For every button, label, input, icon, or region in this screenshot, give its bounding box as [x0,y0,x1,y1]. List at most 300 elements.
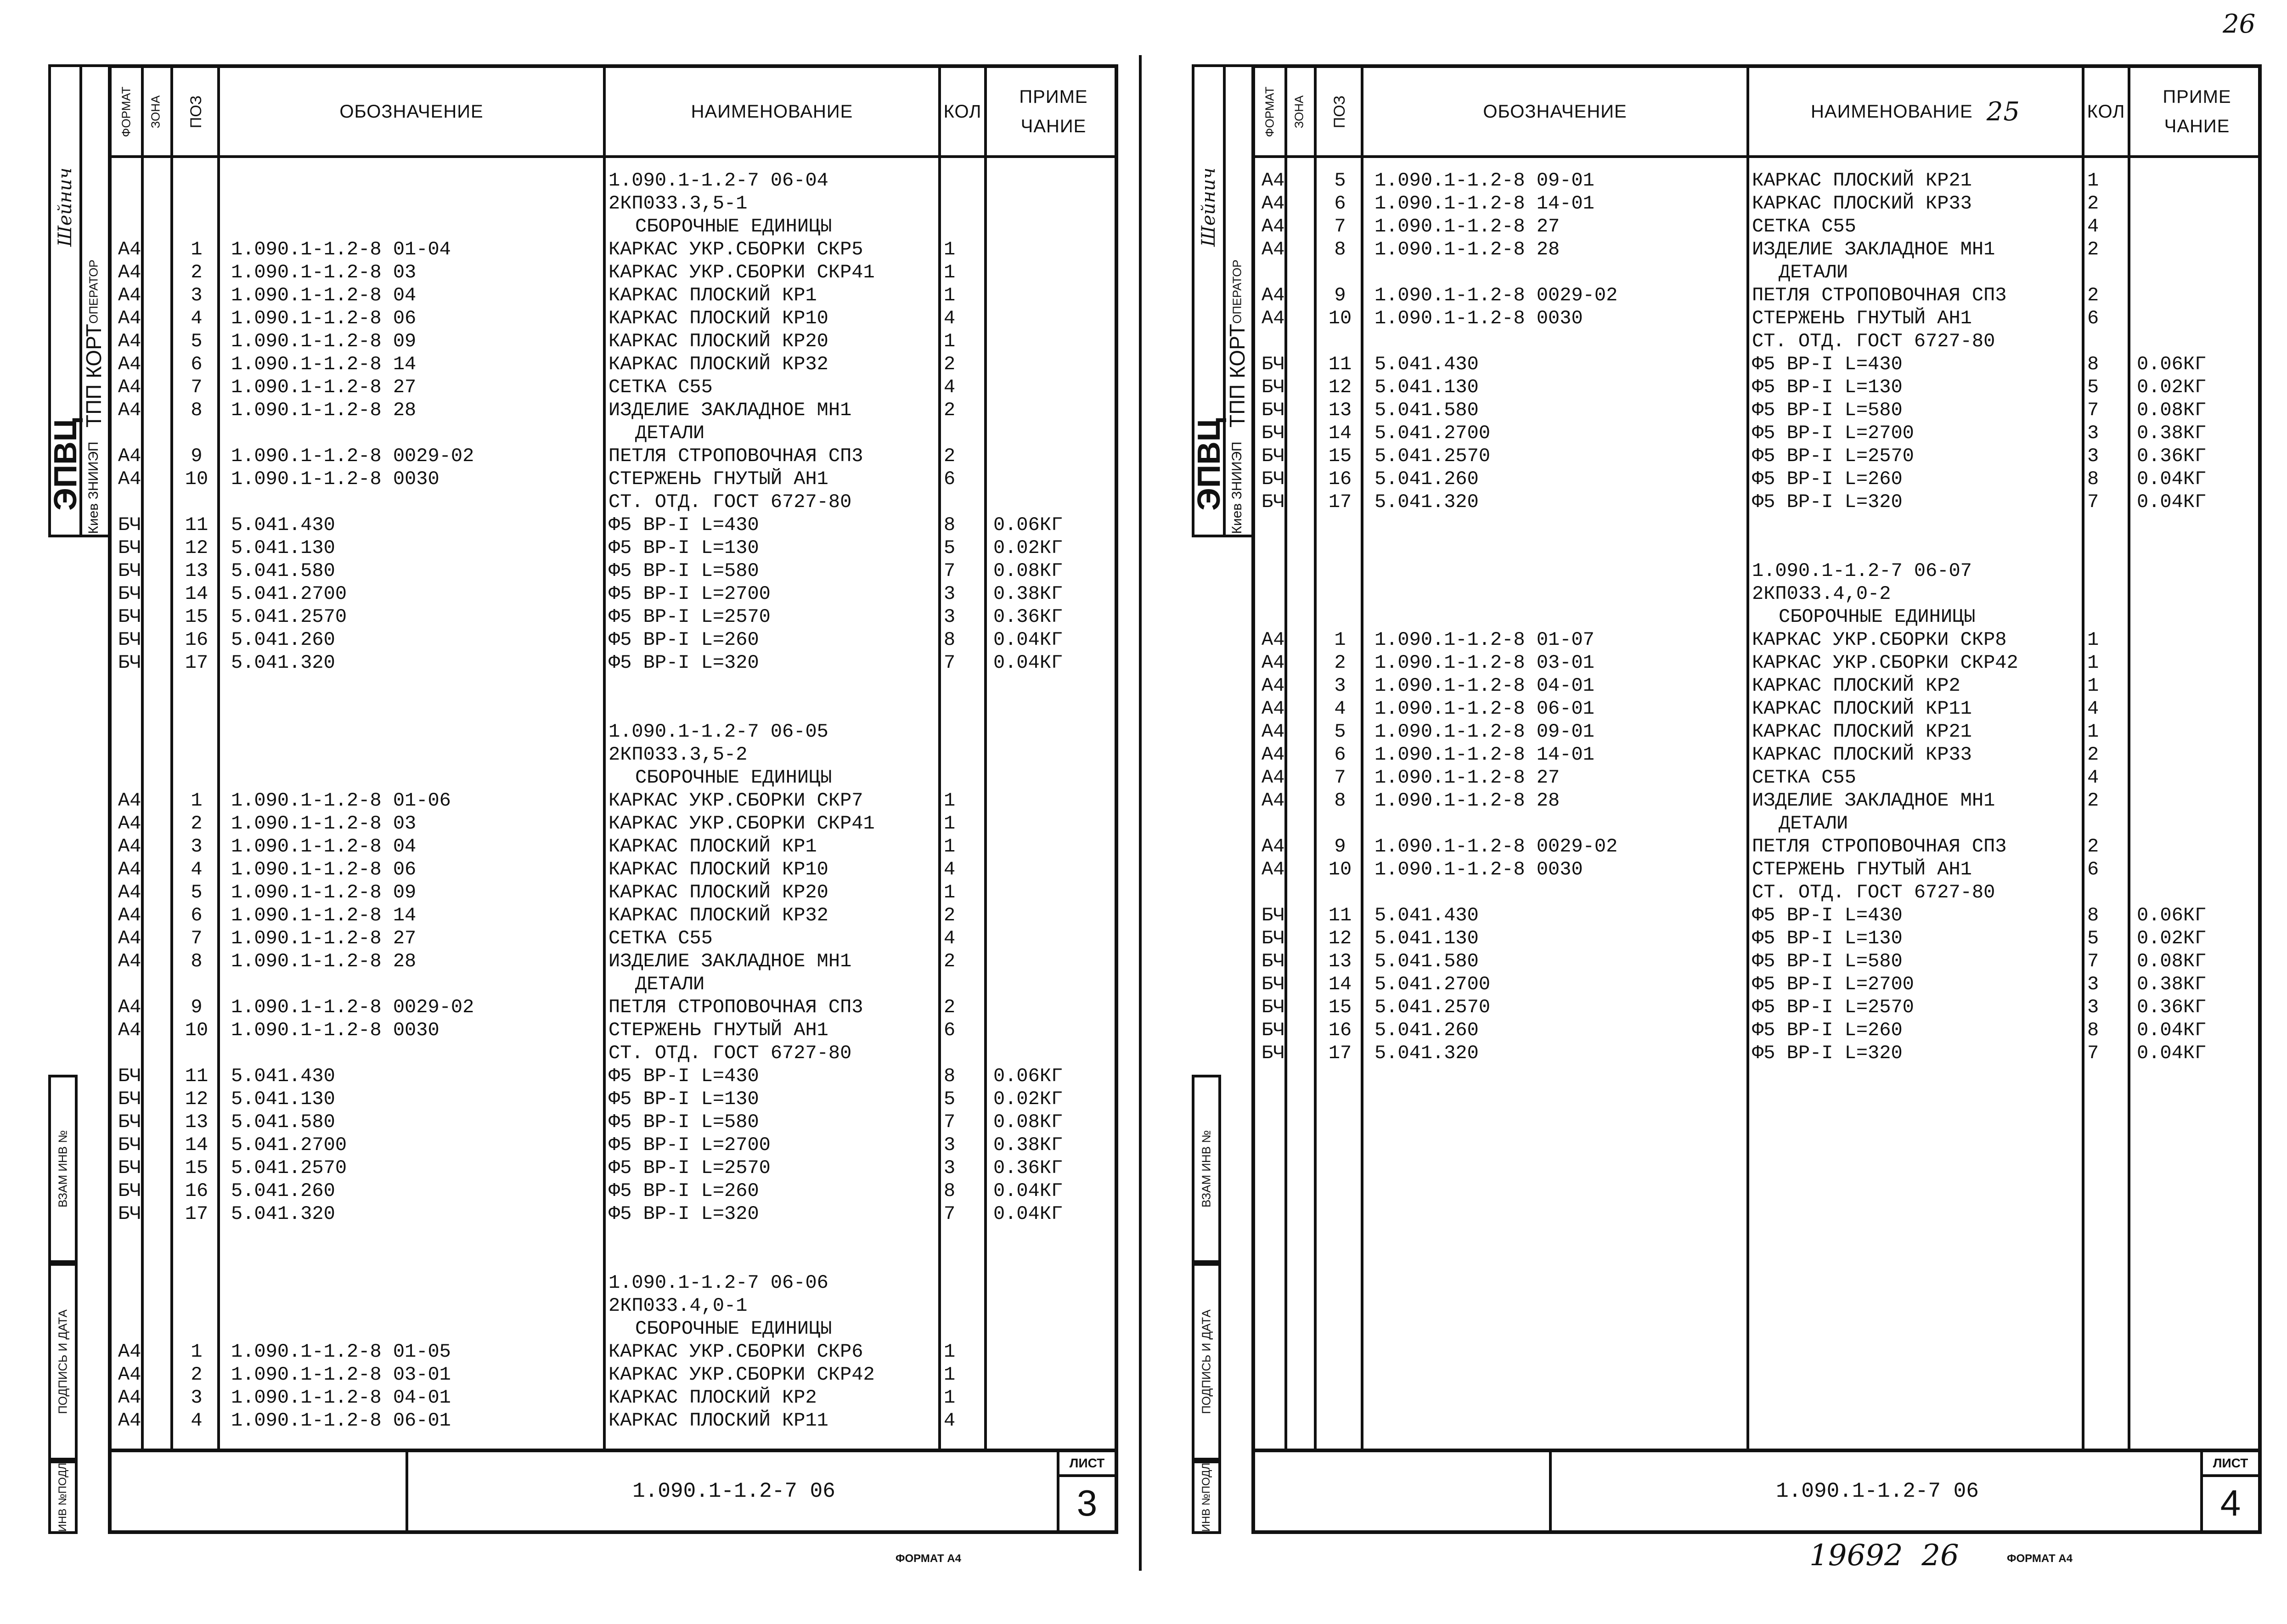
table-row [112,1111,1115,1133]
format-cell: А4 [118,881,141,903]
header-qty: КОЛ [2087,101,2125,122]
pos-cell: 12 [185,537,208,559]
pos-cell: 17 [1328,1042,1352,1064]
note-cell: 0.38КГ [2137,422,2207,444]
designation-cell: 1.090.1-1.2-8 28 [1374,789,1560,812]
qty-cell: 2 [2087,238,2099,260]
qty-cell: 1 [2087,721,2099,743]
designation-cell: 5.041.260 [1374,468,1479,490]
name-cell: ПЕТЛЯ СТРОПОВОЧНАЯ СП3 [1752,284,2007,306]
pos-cell: 17 [185,1203,208,1225]
qty-cell: 1 [944,1387,956,1409]
note-cell: 0.06КГ [993,514,1063,536]
pos-cell: 6 [1334,744,1346,766]
note-cell: 0.04КГ [993,1203,1063,1225]
format-cell: БЧ [1262,468,1285,490]
name-cell: КАРКАС УКР.СБОРКИ СКР5 [608,238,863,260]
format-cell: А4 [1262,698,1285,720]
table-row [1255,996,2258,1019]
qty-cell: 7 [944,1111,956,1133]
name-cell: ПЕТЛЯ СТРОПОВОЧНАЯ СП3 [608,445,863,467]
table-row [112,1409,1115,1432]
note-cell: 0.38КГ [993,583,1063,605]
table-row [112,628,1115,651]
name-cell: Ф5 ВР-I L=130 [608,1088,759,1110]
format-cell: А4 [1262,629,1285,651]
note-cell: 0.08КГ [993,1111,1063,1133]
pos-cell: 2 [191,812,203,835]
sheet-number: 3 [1076,1483,1098,1523]
rows-sheet-4 [1255,169,2258,1065]
qty-cell: 5 [2087,376,2099,398]
name-cell: Ф5 ВР-I L=260 [1752,468,1903,490]
format-cell: А4 [118,307,141,329]
table-row [112,1042,1115,1065]
format-cell: БЧ [118,583,141,605]
name-cell: Ф5 ВР-I L=320 [1752,491,1903,513]
name-cell: СТ. ОТД. ГОСТ 6727-80 [1752,881,1995,903]
designation-cell: 1.090.1-1.2-8 28 [1374,238,1560,260]
name-cell: 2КП033.4,0-2 [1752,583,1891,605]
table-row [1255,835,2258,858]
pos-cell: 12 [185,1088,208,1110]
vzam-box: ВЗАМ ИНВ № [1192,1075,1221,1263]
name-cell: 2КП033.3,5-2 [608,744,748,766]
qty-cell: 6 [2087,307,2099,329]
pos-cell: 15 [1328,996,1352,1018]
format-cell: БЧ [1262,399,1285,421]
pos-cell: 3 [191,835,203,857]
pos-cell: 13 [1328,950,1352,972]
table-row [1255,192,2258,215]
name-cell: Ф5 ВР-I L=430 [608,514,759,536]
table-row [112,169,1115,192]
designation-cell: 1.090.1-1.2-8 0030 [231,468,439,490]
qty-cell: 2 [944,996,956,1018]
name-cell: 1.090.1-1.2-7 06-07 [1752,560,1972,582]
name-cell: Ф5 ВР-I L=260 [1752,1019,1903,1041]
table-row [1255,881,2258,904]
format-cell: А4 [118,1019,141,1041]
designation-cell: 5.041.320 [231,652,335,674]
table-row [112,1088,1115,1111]
table-row [1255,215,2258,238]
note-cell: 0.36КГ [993,606,1063,628]
name-cell: КАРКАС УКР.СБОРКИ СКР7 [608,789,863,812]
format-cell: БЧ [1262,445,1285,467]
table-row [112,582,1115,605]
qty-cell: 1 [2087,652,2099,674]
format-cell: А4 [1262,215,1285,237]
header-pos: ПОЗ [187,95,205,128]
name-cell: Ф5 ВР-I L=130 [1752,927,1903,949]
city-label: Киев ЗНИИЭП [86,441,101,534]
format-cell: А4 [1262,744,1285,766]
format-cell: БЧ [118,560,141,582]
designation-cell: 5.041.260 [1374,1019,1479,1041]
designation-cell: 1.090.1-1.2-8 14-01 [1374,744,1594,766]
pos-cell: 11 [185,1065,208,1087]
header-designation: ОБОЗНАЧЕНИЕ [1483,101,1627,122]
format-cell: БЧ [1262,927,1285,949]
format-cell: А4 [118,789,141,812]
format-cell: БЧ [118,629,141,651]
qty-cell: 6 [944,1019,956,1041]
page-mark: 25 [1986,96,2020,127]
table-row [1255,789,2258,812]
format-cell: А4 [1262,789,1285,812]
designation-cell: 5.041.580 [1374,950,1479,972]
designation-cell: 5.041.320 [231,1203,335,1225]
note-cell: 0.08КГ [2137,950,2207,972]
note-cell: 0.04КГ [2137,491,2207,513]
qty-cell: 3 [944,1134,956,1156]
table-row [1255,1042,2258,1065]
format-cell: А4 [1262,675,1285,697]
format-cell: БЧ [118,1203,141,1225]
designation-cell: 1.090.1-1.2-8 01-06 [231,789,451,812]
table-row [1255,858,2258,881]
table-row [112,445,1115,468]
table-row [112,1363,1115,1386]
pos-cell: 3 [191,1387,203,1409]
pos-cell: 13 [185,1111,208,1133]
name-cell: КАРКАС ПЛОСКИЙ КР2 [608,1387,817,1409]
qty-cell: 7 [944,1203,956,1225]
table-row [112,284,1115,307]
name-cell: Ф5 ВР-I L=2570 [608,606,771,628]
qty-cell: 2 [944,353,956,375]
note-cell: 0.06КГ [993,1065,1063,1087]
table-row [112,812,1115,835]
qty-cell: 1 [2087,629,2099,651]
pos-cell: 16 [185,629,208,651]
table-row [112,996,1115,1019]
note-cell: 0.04КГ [993,1180,1063,1202]
name-cell: ДЕТАЛИ [1779,812,1848,835]
pos-cell: 4 [191,858,203,880]
format-cell: А4 [118,399,141,421]
header-designation: ОБОЗНАЧЕНИЕ [339,101,484,122]
note-cell: 0.36КГ [2137,445,2207,467]
designation-cell: 1.090.1-1.2-8 14 [231,904,417,926]
note-cell: 0.08КГ [993,560,1063,582]
designation-cell: 1.090.1-1.2-8 0029-02 [231,996,474,1018]
designation-cell: 5.041.430 [1374,353,1479,375]
format-cell: А4 [1262,284,1285,306]
name-cell: СБОРОЧНЫЕ ЕДИНИЦЫ [1779,606,1976,628]
qty-cell: 2 [944,950,956,972]
pos-cell: 13 [1328,399,1352,421]
format-cell: А4 [118,858,141,880]
table-row [112,835,1115,858]
designation-cell: 1.090.1-1.2-8 09 [231,881,417,903]
designation-cell: 1.090.1-1.2-8 28 [231,399,417,421]
name-cell: Ф5 ВР-I L=260 [608,1180,759,1202]
format-cell: А4 [118,330,141,352]
side-stamp [48,64,111,1534]
sheet-number-box: ЛИСТ 3 [1057,1452,1115,1530]
header-note: ПРИМЕ ЧАНИЕ [1019,87,1088,136]
name-cell: КАРКАС ПЛОСКИЙ КР20 [608,330,828,352]
table-row [112,1019,1115,1042]
qty-cell: 1 [2087,675,2099,697]
table-row [1255,169,2258,192]
name-cell: СТЕРЖЕНЬ ГНУТЫЙ АН1 [1752,858,1972,880]
document-code: 1.090.1-1.2-7 06 [1549,1452,2203,1530]
table-row [112,215,1115,238]
table-row [112,697,1115,720]
qty-cell: 8 [2087,468,2099,490]
name-cell: КАРКАС УКР.СБОРКИ СКР6 [608,1341,863,1363]
format-note: ФОРМАТ А4 [896,1552,961,1565]
note-cell: 0.02КГ [993,537,1063,559]
qty-cell: 2 [2087,192,2099,214]
org-name: ЭПВЦ [1191,418,1227,511]
header-note: ПРИМЕ ЧАНИЕ [2163,87,2231,136]
table-row [112,307,1115,330]
format-note: ФОРМАТ А4 [2007,1552,2073,1565]
pos-cell: 16 [1328,1019,1352,1041]
name-cell: КАРКАС ПЛОСКИЙ КР32 [608,353,828,375]
header-name: НАИМЕНОВАНИЕ 25 [1811,96,2020,127]
name-cell: КАРКАС ПЛОСКИЙ КР20 [608,881,828,903]
table-row [1255,445,2258,468]
table-row [112,513,1115,536]
format-cell: А4 [1262,835,1285,857]
note-cell: 0.02КГ [993,1088,1063,1110]
dept-label: ТПП КОРТ [82,323,106,428]
header-format: ФОРМАТ [1262,86,1277,137]
title-block [112,1449,1115,1530]
name-cell: КАРКАС ПЛОСКИЙ КР21 [1752,169,1972,192]
name-cell: 1.090.1-1.2-7 06-06 [608,1272,828,1294]
spec-table [108,64,1118,1534]
designation-cell: 5.041.260 [231,1180,335,1202]
header-pos: ПОЗ [1331,95,1349,128]
pos-cell: 14 [1328,973,1352,995]
pos-cell: 1 [191,238,203,260]
designation-cell: 5.041.580 [231,1111,335,1133]
format-cell: А4 [118,353,141,375]
designation-cell: 1.090.1-1.2-8 0029-02 [231,445,474,467]
name-cell: 1.090.1-1.2-7 06-05 [608,721,828,743]
name-cell: КАРКАС ПЛОСКИЙ КР33 [1752,744,1972,766]
format-cell: А4 [118,1410,141,1432]
name-cell: СЕТКА С55 [608,376,713,398]
table-row [112,789,1115,812]
pos-cell: 5 [1334,169,1346,192]
format-cell: БЧ [1262,376,1285,398]
name-cell: Ф5 ВР-I L=430 [1752,904,1903,926]
format-cell: БЧ [1262,1042,1285,1064]
designation-cell: 1.090.1-1.2-8 09-01 [1374,169,1594,192]
side-stamp [1192,64,1254,1534]
designation-cell: 1.090.1-1.2-8 27 [1374,767,1560,789]
designation-cell: 1.090.1-1.2-8 14 [231,353,417,375]
pos-cell: 2 [191,1364,203,1386]
table-row [112,1248,1115,1271]
name-cell: Ф5 ВР-I L=580 [1752,399,1903,421]
table-row [1255,743,2258,766]
designation-cell: 5.041.2700 [1374,422,1491,444]
format-cell: А4 [1262,652,1285,674]
table-row [1255,422,2258,445]
qty-cell: 3 [944,606,956,628]
designation-cell: 1.090.1-1.2-8 04-01 [1374,675,1594,697]
note-cell: 0.04КГ [2137,1042,2207,1064]
designation-cell: 1.090.1-1.2-8 01-05 [231,1341,451,1363]
table-row [112,399,1115,422]
pos-cell: 10 [1328,858,1352,880]
designation-cell: 1.090.1-1.2-8 0030 [1374,307,1583,329]
format-cell: А4 [118,996,141,1018]
designation-cell: 5.041.2570 [1374,996,1491,1018]
table-row [112,468,1115,491]
format-cell: А4 [1262,192,1285,214]
name-cell: СБОРОЧНЫЕ ЕДИНИЦЫ [635,1318,832,1340]
format-cell: БЧ [1262,973,1285,995]
role-label: ОПЕРАТОР [86,259,101,324]
format-cell: БЧ [118,514,141,536]
name-cell: СБОРОЧНЫЕ ЕДИНИЦЫ [635,767,832,789]
note-cell: 0.08КГ [2137,399,2207,421]
name-cell: Ф5 ВР-I L=130 [608,537,759,559]
note-cell: 0.38КГ [2137,973,2207,995]
name-cell: СБОРОЧНЫЕ ЕДИНИЦЫ [635,215,832,237]
name-cell: СЕТКА С55 [1752,767,1856,789]
qty-cell: 1 [944,238,956,260]
qty-cell: 5 [2087,927,2099,949]
table-row [1255,812,2258,835]
designation-cell: 1.090.1-1.2-8 14-01 [1374,192,1594,214]
table-row [1255,605,2258,628]
pos-cell: 5 [1334,721,1346,743]
designation-cell: 1.090.1-1.2-8 09 [231,330,417,352]
note-cell: 0.06КГ [2137,904,2207,926]
qty-cell: 2 [944,445,956,467]
table-row [1255,973,2258,996]
name-cell: 2КП033.4,0-1 [608,1295,748,1317]
city-label: Киев ЗНИИЭП [1229,441,1245,534]
qty-cell: 2 [2087,789,2099,812]
pos-cell: 8 [1334,789,1346,812]
table-row [112,1294,1115,1317]
qty-cell: 1 [2087,169,2099,192]
name-cell: КАРКАС ПЛОСКИЙ КР32 [608,904,828,926]
pos-cell: 9 [191,996,203,1018]
format-cell: БЧ [1262,353,1285,375]
designation-cell: 1.090.1-1.2-8 04 [231,835,417,857]
table-row [1255,950,2258,973]
name-cell: Ф5 ВР-I L=580 [608,560,759,582]
table-row [112,1179,1115,1202]
operator-signature: Шейнич [1198,168,1219,247]
qty-cell: 3 [2087,973,2099,995]
name-cell: СТ. ОТД. ГОСТ 6727-80 [608,491,852,513]
note-cell: 0.04КГ [2137,468,2207,490]
format-cell: БЧ [1262,422,1285,444]
pos-cell: 10 [185,468,208,490]
qty-cell: 4 [944,307,956,329]
name-cell: Ф5 ВР-I L=320 [608,1203,759,1225]
pos-cell: 8 [191,950,203,972]
qty-cell: 7 [2087,950,2099,972]
qty-cell: 3 [2087,445,2099,467]
table-row [112,536,1115,559]
name-cell: ДЕТАЛИ [635,973,705,995]
name-cell: 1.090.1-1.2-7 06-04 [608,169,828,192]
format-cell: БЧ [118,606,141,628]
table-row [112,1133,1115,1156]
name-cell: СТЕРЖЕНЬ ГНУТЫЙ АН1 [608,468,828,490]
name-cell: Ф5 ВР-I L=2700 [1752,973,1914,995]
sheet-number: 4 [2220,1483,2241,1523]
format-cell: А4 [118,376,141,398]
designation-cell: 1.090.1-1.2-8 28 [231,950,417,972]
qty-cell: 8 [2087,353,2099,375]
note-cell: 0.04КГ [993,629,1063,651]
qty-cell: 2 [944,399,956,421]
format-cell: А4 [1262,238,1285,260]
format-cell: БЧ [118,537,141,559]
qty-cell: 7 [2087,491,2099,513]
table-row [112,973,1115,996]
format-cell: БЧ [1262,1019,1285,1041]
format-cell: А4 [118,261,141,283]
table-row [112,491,1115,513]
dept-label: ТПП КОРТ [1225,323,1249,428]
table-row [112,192,1115,215]
name-cell: КАРКАС ПЛОСКИЙ КР11 [1752,698,1972,720]
qty-cell: 8 [2087,904,2099,926]
note-cell: 0.04КГ [993,652,1063,674]
name-cell: СТЕРЖЕНЬ ГНУТЫЙ АН1 [1752,307,1972,329]
name-cell: Ф5 ВР-I L=2700 [608,583,771,605]
pos-cell: 8 [1334,238,1346,260]
table-row [112,1386,1115,1409]
pos-cell: 7 [1334,767,1346,789]
qty-cell: 4 [2087,698,2099,720]
qty-cell: 5 [944,537,956,559]
format-cell: БЧ [118,1111,141,1133]
name-cell: ИЗДЕЛИЕ ЗАКЛАДНОЕ МН1 [1752,238,1995,260]
name-cell: ИЗДЕЛИЕ ЗАКЛАДНОЕ МН1 [608,399,852,421]
name-cell: КАРКАС ПЛОСКИЙ КР10 [608,307,828,329]
document-code: 1.090.1-1.2-7 06 [406,1452,1059,1530]
designation-cell: 5.041.430 [1374,904,1479,926]
qty-cell: 7 [2087,1042,2099,1064]
table-row [1255,353,2258,376]
name-cell: Ф5 ВР-I L=2700 [608,1134,771,1156]
pos-cell: 7 [191,927,203,949]
table-row [1255,284,2258,307]
table-row [112,261,1115,284]
stamp-org-box [48,64,111,537]
format-cell: А4 [118,238,141,260]
table-row [112,1202,1115,1225]
header-qty: КОЛ [943,101,982,122]
format-cell: БЧ [118,1180,141,1202]
name-cell: ИЗДЕЛИЕ ЗАКЛАДНОЕ МН1 [1752,789,1995,812]
designation-cell: 1.090.1-1.2-8 03 [231,812,417,835]
table-row [1255,330,2258,353]
table-row [112,881,1115,904]
table-row [1255,720,2258,743]
designation-cell: 1.090.1-1.2-8 06 [231,307,417,329]
pos-cell: 6 [191,904,203,926]
name-cell: Ф5 ВР-I L=2700 [1752,422,1914,444]
